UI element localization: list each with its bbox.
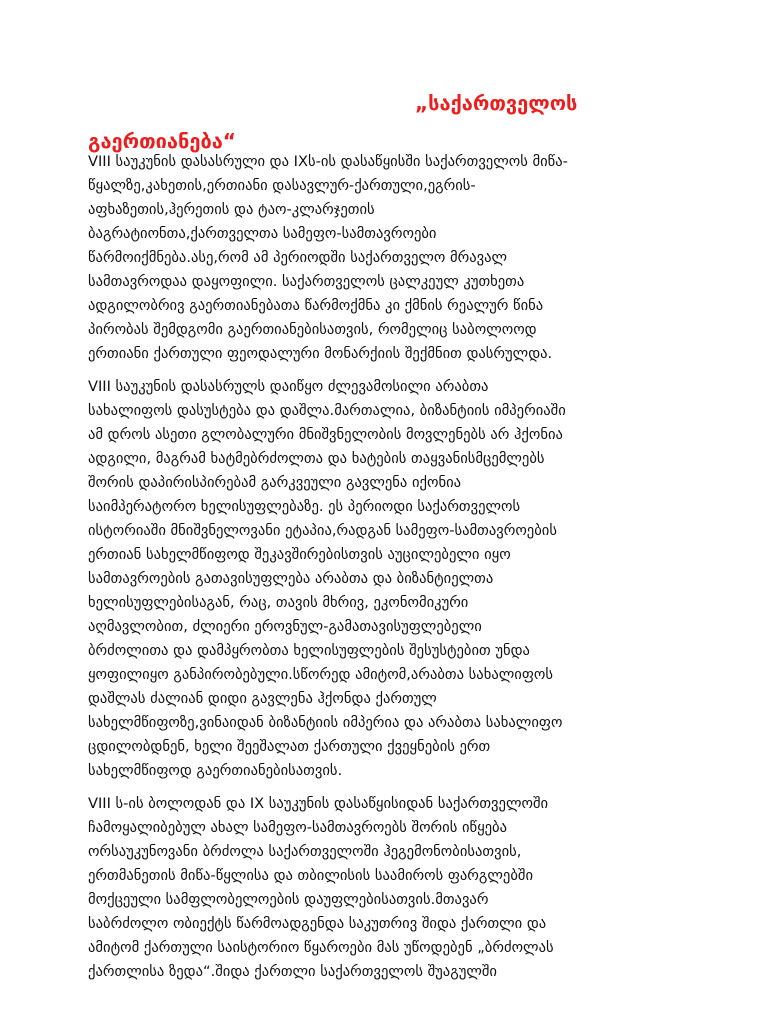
text-line: ბაგრატიონთა,ქართველთა სამეფო-სამთავროები bbox=[88, 225, 437, 242]
paragraph-2 bbox=[88, 375, 688, 783]
text-line: აღმავლობით, ძლიერი ეროვნულ-გამათავისუფლებელი bbox=[88, 618, 482, 635]
text-line: ხელისუფლებისაგან, რაც, თავის მხრივ, ეკონომიკური bbox=[88, 594, 469, 611]
text-line: წყალზე,კახეთის,ერთიანი დასავლურ-ქართული,ეგრის- bbox=[88, 177, 476, 194]
text-line: სამთავროების გათავისუფლება არაბთა და ბიზანტიელთა bbox=[88, 570, 494, 587]
text-line: VIII ს-ის ბოლოდან და IX საუკუნის დასაწყისიდან საქართველოში bbox=[88, 795, 549, 812]
text-line: დაშლას ძალიან დიდი გავლენა ჰქონდა ქართულ bbox=[88, 690, 437, 707]
text-line: საბრძოლო ობიექტს წარმოადგენდა საკუთრივ შიდა ქართლი და bbox=[88, 915, 547, 932]
text-line: ჩამოყალიბებულ ახალ სამეფო-სამთავროებს შორის იწყება bbox=[88, 819, 508, 836]
text-line: ერთიანი ქართული ფეოდალური მონარქიის შექმნით დასრულდა. bbox=[88, 345, 553, 362]
text-line: VIII საუკუნის დასასრული და IXს-ის დასაწყისში საქართველოს მიწა- bbox=[88, 153, 568, 170]
text-line: სახალიფოს დასუსტება და დაშლა.მართალია, ბიზანტიის იმპერიაში bbox=[88, 402, 566, 419]
text-line: ორსაუკუნოვანი ბრძოლა საქართველოში ჰეგემონობისათვის, bbox=[88, 843, 522, 860]
text-line: მოქცეული სამფლობელოების დაუფლებისათვის.მთავარ bbox=[88, 891, 489, 908]
paragraph-3 bbox=[88, 792, 688, 984]
text-line: სამთავროდაა დაყოფილი. საქართველოს ცალკეულ კუთხეთა bbox=[88, 273, 525, 290]
title-line-2: გაერთიანება“ bbox=[88, 129, 236, 153]
text-line: შორის დაპირისპირებამ გარკვეული გავლენა იქონია bbox=[88, 474, 462, 491]
text-line: ბრძოლითა და დამპყრობთა ხელისუფლების შესუსტებით უნდა bbox=[88, 642, 530, 659]
title-line-1: „საქართველოს bbox=[415, 91, 578, 115]
text-line: VIII საუკუნის დასასრულს დაიწყო ძლევამოსილი არაბთა bbox=[88, 378, 489, 395]
text-line: ერთმანეთის მიწა-წყლისა და თბილისის საამიროს ფარგლებში bbox=[88, 867, 534, 884]
text-line: ყოფილიყო განპირობებული.სწორედ ამიტომ,არაბთა სახალიფოს bbox=[88, 666, 553, 683]
document-title bbox=[88, 84, 688, 160]
text-line: ცდილობდნენ, ხელი შეეშალათ ქართული ქვეყნების ერთ bbox=[88, 738, 491, 755]
document-body bbox=[88, 150, 688, 993]
text-line: პირობას შემდგომი გაერთიანებისათვის, რომელიც საბოლოოდ bbox=[88, 321, 537, 338]
text-line: ერთიან სახელმწიფოდ შეკავშირებისთვის აუცილებელი იყო bbox=[88, 546, 511, 563]
text-line: ქართლისა ზედა“.შიდა ქართლი საქართველოს შუაგულში bbox=[88, 963, 497, 980]
text-line: ამიტომ ქართული საისტორიო წყაროები მას უწოდებენ „ბრძოლას bbox=[88, 939, 554, 956]
text-line: აფხაზეთის,ჰერეთის და ტაო-კლარჯეთის bbox=[88, 201, 375, 218]
text-line: წარმოიქმნება.ასე,რომ ამ პერიოდში საქართველო მრავალ bbox=[88, 249, 508, 266]
text-line: ისტორიაში მნიშვნელოვანი ეტაპია,რადგან სამეფო-სამთავროების bbox=[88, 522, 557, 539]
text-line: საიმპერატორო ხელისუფლებაზე. ეს პერიოდი საქართველოს bbox=[88, 498, 521, 515]
paragraph-1 bbox=[88, 150, 688, 366]
text-line: სახელმწიფოდ გაერთიანებისათვის. bbox=[88, 762, 343, 779]
text-line: ადგილობრივ გაერთიანებათა წარმოქმნა კი ქმნის რეალურ წინა bbox=[88, 297, 544, 314]
text-line: ადგილი, მაგრამ ხატმებრძოლთა და ხატების თაყვანისმცემლებს bbox=[88, 450, 545, 467]
text-line: სახელმწიფოზე,ვინაიდან ბიზანტიის იმპერია და არაბთა სახალიფო bbox=[88, 714, 563, 731]
text-line: ამ დროს ასეთი გლობალური მნიშვნელობის მოვლენებს არ ჰქონია bbox=[88, 426, 563, 443]
